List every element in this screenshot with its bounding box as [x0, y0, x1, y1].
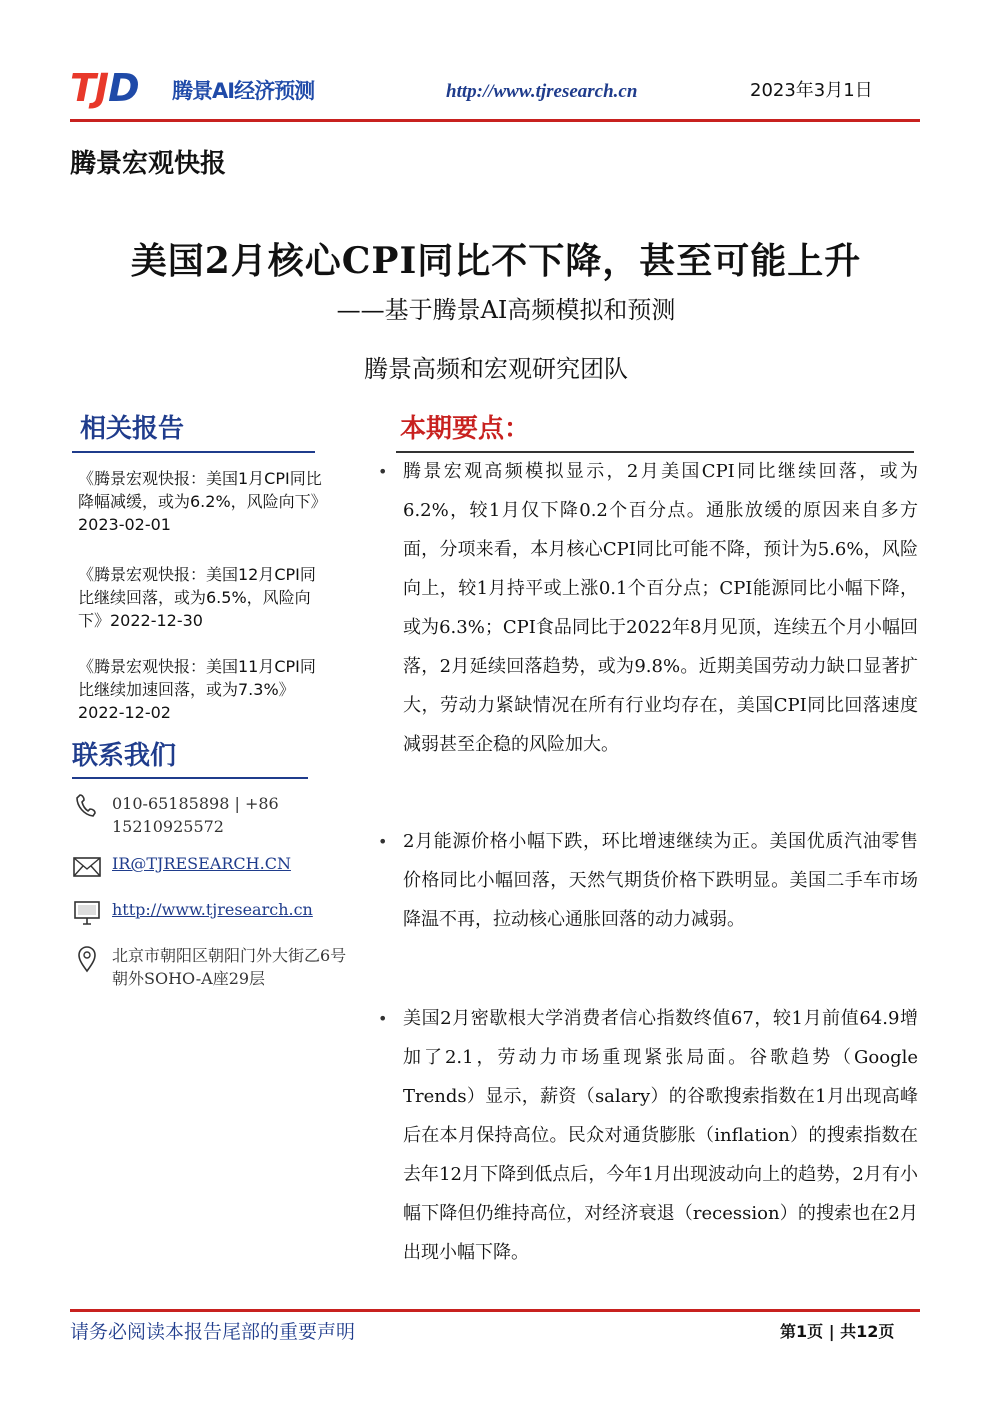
company-name: 腾景AI经济预测 — [172, 79, 315, 103]
bullet-icon: • — [378, 832, 388, 851]
location-pin-icon — [72, 944, 102, 974]
related-report-item[interactable]: 《腾景宏观快报：美国1月CPI同比降幅减缓，或为6.2%，风险向下》2023-02-01 — [78, 469, 327, 534]
phone-icon — [72, 792, 102, 822]
report-title: 美国2月核心CPI同比不下降，甚至可能上升 — [130, 240, 862, 282]
contact-address: 北京市朝阳区朝阳门外大街乙6号朝外SOHO-A座29层 — [112, 946, 347, 988]
related-report-item[interactable]: 《腾景宏观快报：美国12月CPI同比继续回落，或为6.5%，风险向下》2022-12-30 — [78, 565, 316, 630]
related-report-item[interactable]: 《腾景宏观快报：美国11月CPI同比继续加速回落，或为7.3%》2022-12-02 — [78, 657, 316, 722]
key-point-text: 美国2月密歇根大学消费者信心指数终值67，较1月前值64.9增加了2.1，劳动力市场重现紧张局面。谷歌趋势（Google Trends）显示，薪资（salary）的谷歌搜索指数在1月出现高峰后在本月保持高位。民众对通货膨胀（inflation）的搜索指数在去年12月下降到低点后，今年1月出现波动向上的趋势，2月有小幅下降但仍维持高位，对经济衰退（recession）的搜索也在2月出现小幅下降。 — [403, 1008, 918, 1263]
report-date: 2023年3月1日 — [750, 80, 873, 101]
report-subtitle: ——基于腾景AI高频模拟和预测 — [336, 296, 676, 324]
mail-icon — [72, 852, 102, 882]
header-divider — [70, 119, 920, 122]
tjd-logo: TJD — [70, 66, 139, 110]
monitor-icon — [72, 898, 102, 928]
key-point-text: 2月能源价格小幅下跌，环比增速继续为正。美国优质汽油零售价格同比小幅回落，天然气期货价格下跌明显。美国二手车市场降温不再，拉动核心通胀回落的动力减弱。 — [403, 831, 918, 930]
bullet-icon: • — [378, 1009, 388, 1028]
author-team: 腾景高频和宏观研究团队 — [364, 355, 628, 383]
page-number: 第1页 | 共12页 — [780, 1322, 895, 1341]
related-reports-heading: 相关报告 — [80, 414, 185, 444]
bullet-icon: • — [378, 462, 388, 481]
key-point-text: 腾景宏观高频模拟显示，2月美国CPI同比继续回落，或为6.2%，较1月仅下降0.2个百分点。通胀放缓的原因来自多方面，分项来看，本月核心CPI同比可能不降，预计为5.6%，风险向上，较1月持平或上涨0.1个百分点；CPI能源同比小幅下降，或为6.3%；CPI食品同比于2022年8月见顶，连续五个月小幅回落，2月延续回落趋势，或为9.8%。近期美国劳动力缺口显著扩大，劳动力紧缺情况在所有行业均存在，美国CPI同比回落速度减弱甚至企稳的风险加大。 — [403, 461, 918, 755]
series-title: 腾景宏观快报 — [70, 149, 227, 179]
contact-website-link[interactable]: http://www.tjresearch.cn — [112, 900, 313, 919]
key-points-heading: 本期要点： — [400, 414, 531, 444]
contact-heading: 联系我们 — [72, 741, 177, 771]
related-divider — [72, 451, 315, 453]
contact-divider — [72, 777, 308, 779]
disclaimer-note: 请务必阅读本报告尾部的重要声明 — [70, 1321, 356, 1343]
contact-email-link[interactable]: IR@TJRESEARCH.CN — [112, 854, 291, 873]
footer-divider — [70, 1309, 920, 1312]
contact-phone: 010-65185898 | +86 15210925572 — [112, 794, 279, 836]
header-website-link[interactable]: http://www.tjresearch.cn — [446, 81, 638, 102]
